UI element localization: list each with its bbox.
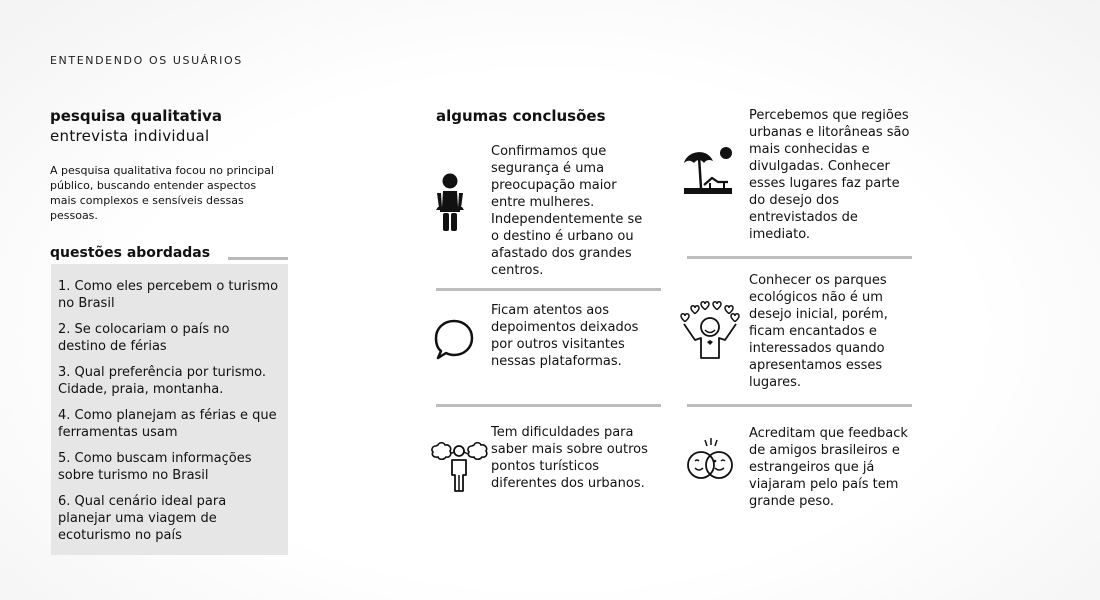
divider <box>436 288 661 291</box>
questions-list <box>51 264 288 544</box>
woman-icon <box>434 172 466 234</box>
happy-person-hearts-icon <box>679 300 741 362</box>
conclusion-text: Percebemos que regiões urbanas e litorâneas são mais conhecidas e divulgadas. Conhecer esses lugares faz parte do desejo dos entrevistados de imediato. <box>749 108 910 242</box>
conclusion-text: Ficam atentos aos depoimentos deixados por outros visitantes nessas plataformas. <box>491 303 639 369</box>
divider <box>687 404 912 407</box>
conclusion-text: Acreditam que feedback de amigos brasileiros e estrangeiros que já viajaram pelo país tem grande peso. <box>749 426 908 509</box>
research-subtitle: entrevista individual <box>50 127 210 145</box>
question-item: 2. Se colocariam o país no destino de férias <box>58 322 230 354</box>
confused-person-icon <box>430 438 488 494</box>
conclusion-text: Confirmamos que segurança é uma preocupação maior entre mulheres. Independentemente se o destino é urbano ou afastado dos grandes centros. <box>491 144 643 278</box>
conclusion-text: Tem dificuldades para saber mais sobre outros pontos turísticos diferentes dos urbanos. <box>491 425 648 491</box>
questions-box <box>51 264 288 555</box>
questions-title-rule <box>228 257 288 260</box>
question-item: 5. Como buscam informações sobre turismo no Brasil <box>58 451 252 483</box>
question-item: 1. Como eles percebem o turismo no Brasil <box>58 279 279 311</box>
section-eyebrow: ENTENDENDO OS USUÁRIOS <box>50 54 243 67</box>
question-item: 6. Qual cenário ideal para planejar uma viagem de ecoturismo no país <box>58 494 227 543</box>
question-item: 3. Qual preferência por turismo. Cidade, praia, montanha. <box>58 365 267 397</box>
conclusion-text: Conhecer os parques ecológicos não é um desejo inicial, porém, ficam encantados e interessados quando apresentamos esses lugares. <box>749 273 888 390</box>
question-item: 4. Como planejam as férias e que ferramentas usam <box>58 408 277 440</box>
friends-faces-icon <box>685 437 737 481</box>
divider <box>436 404 661 407</box>
research-intro: A pesquisa qualitativa focou no principal público, buscando entender aspectos mais complexos e sensíveis dessas pessoas. <box>50 164 274 222</box>
divider <box>687 256 912 259</box>
questions-title: questões abordadas <box>50 245 211 261</box>
conclusions-title: algumas conclusões <box>436 107 606 125</box>
beach-umbrella-icon <box>682 145 736 197</box>
speech-bubble-icon <box>434 319 474 361</box>
research-title: pesquisa qualitativa <box>50 107 222 125</box>
